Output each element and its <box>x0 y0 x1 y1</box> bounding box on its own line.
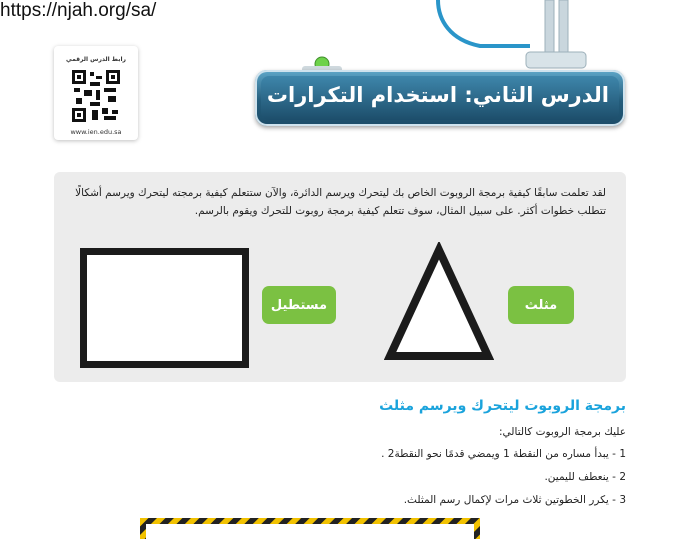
section-heading: برمجة الروبوت ليتحرك ويرسم مثلث <box>379 398 626 414</box>
qr-caption: رابط الدرس الرقمي <box>66 56 126 63</box>
intro-panel <box>54 172 626 382</box>
rectangle-label-button[interactable]: مستطيل <box>262 286 336 324</box>
rectangle-shape <box>80 248 249 368</box>
step-3: 3 - يكرر الخطوتين ثلاث مرات لإكمال رسم المثلث. <box>403 494 626 506</box>
qr-site-link[interactable]: www.ien.edu.sa <box>70 128 122 136</box>
hazard-stripe-frame <box>140 518 480 539</box>
qr-card[interactable] <box>54 46 138 140</box>
lesson-title: الدرس الثاني: استخدام التكرارات <box>266 83 609 107</box>
triangle-label-button[interactable]: مثلث <box>508 286 574 324</box>
intro-paragraph: لقد تعلمت سابقًا كيفية برمجة الروبوت الخاص بك ليتحرك ويرسم الدائرة، والآن ستتعلم كيفية برمجته ليتحرك ويرسم أشكالًا تتطلب خطوات أكثر. على سبيل المثال، سوف تتعلم كيفية برمجة روبوت للتحرك ويقوم بالرسم. <box>75 187 606 217</box>
section-lead: عليك برمجة الروبوت كالتالي: <box>499 426 626 438</box>
robot-decoration <box>280 0 620 80</box>
step-2: 2 - ينعطف لليمين. <box>544 471 626 483</box>
lesson-title-bar <box>255 70 625 126</box>
triangle-shape <box>384 242 494 362</box>
qr-code-icon[interactable] <box>72 70 120 122</box>
source-url: https://njah.org/sa/ <box>0 0 157 21</box>
step-1: 1 - يبدأ مساره من النقطة 1 ويمضي قدمًا نحو النقطة2 . <box>381 448 626 460</box>
